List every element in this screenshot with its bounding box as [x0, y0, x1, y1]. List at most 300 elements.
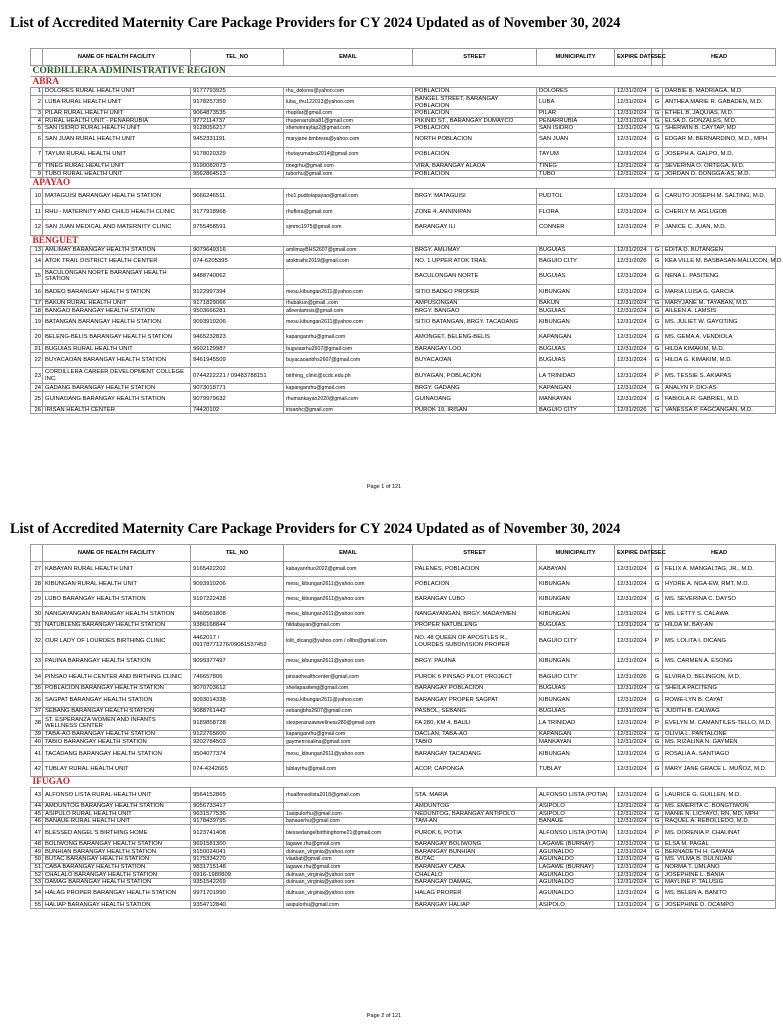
row-number: 9	[31, 170, 43, 177]
head: KEA VILLE M. BASBASAN-MALUCON, M.D.	[663, 254, 776, 268]
municipality: LA TRINIDAD	[537, 368, 615, 384]
email: luba_rhu122013@yahoo.com	[284, 96, 413, 110]
row-number: 16	[31, 284, 43, 299]
tel-no: 9093910206	[191, 577, 284, 592]
province-heading: IFUGAO	[31, 777, 776, 788]
municipality: LA TRINIDAD	[537, 716, 615, 731]
street: POBLACION	[413, 577, 537, 592]
sector: P	[652, 825, 663, 841]
municipality: TUBO	[537, 170, 615, 177]
municipality: TAYUM	[537, 147, 615, 162]
table-row	[31, 863, 776, 871]
table-row	[31, 871, 776, 878]
sector: G	[652, 577, 663, 592]
head: MARY JANE GRACE L. MUÑOZ, M.D.	[663, 762, 776, 777]
facility-name: NANGAYANGAN BARANGAY HEALTH STATION	[43, 607, 191, 622]
municipality: BUGUIAS	[537, 685, 615, 693]
municipality: BUGUIAS	[537, 708, 615, 716]
street: BANGEL STREET, BARANGAY POBLACION	[413, 96, 537, 110]
tel-no: 9190082073	[191, 162, 284, 170]
municipality: ALFONSO LISTA (POTIA)	[537, 788, 615, 803]
head: MS. EMERITA C. BONGTIWON	[663, 803, 776, 810]
street: VIRA, BARANGAY ALAOA	[413, 162, 537, 170]
table-row	[31, 132, 776, 147]
email: rhu1.pudtolapayao@gmail.com	[284, 188, 413, 204]
table-row	[31, 879, 776, 886]
expire-date: 12/31/2024	[615, 88, 652, 96]
sector: G	[652, 886, 663, 901]
facility-name: MATAGUISI BARANGAY HEALTH STATION	[43, 188, 191, 204]
table-row	[31, 125, 776, 132]
table-row	[31, 562, 776, 577]
expire-date: 12/31/2024	[615, 110, 652, 118]
expire-date: 12/31/2024	[615, 607, 652, 622]
street: FA 280, KM 4, BAULI	[413, 716, 537, 731]
municipality: AGUINALDO	[537, 871, 615, 878]
expire-date: 12/31/2024	[615, 762, 652, 777]
providers-table	[30, 48, 783, 414]
table-row	[31, 368, 776, 384]
row-number: 38	[31, 716, 43, 731]
expire-date: 12/31/2024	[615, 577, 652, 592]
municipality: BANAUE	[537, 817, 615, 824]
municipality: LAGAWE (BURNAY)	[537, 863, 615, 871]
row-number: 49	[31, 848, 43, 856]
municipality: BAGUIO CITY	[537, 254, 615, 268]
table-row	[31, 284, 776, 299]
tel-no: 9971701990	[191, 886, 284, 901]
sector: G	[652, 841, 663, 848]
tel-no: 0916-1980809	[191, 871, 284, 878]
tel-no: 9488740062	[191, 268, 284, 284]
email: dulnuan_virginia@yahoo.com	[284, 879, 413, 886]
expire-date: 12/31/2024	[615, 622, 652, 630]
table-row	[31, 268, 776, 284]
tel-no: 074-4242665	[191, 762, 284, 777]
expire-date: 12/31/2024	[615, 118, 652, 125]
head: MS. JULIET W. GAYOTING	[663, 315, 776, 330]
expire-date: 12/31/2024	[615, 246, 652, 254]
street: AMONGET, BELENG-BELIS	[413, 330, 537, 345]
sector: G	[652, 738, 663, 746]
facility-name: AMLIMAY BARANGAY HEALTH STATION	[43, 246, 191, 254]
table-row	[31, 810, 776, 817]
email: blessedangelbirthinghome21@gmail.com	[284, 825, 413, 841]
col-header: NAME OF HEALTH FACILITY	[43, 49, 191, 66]
col-header: HEAD	[663, 49, 776, 66]
tel-no: 9122765600	[191, 731, 284, 738]
expire-date: 12/31/2024	[615, 871, 652, 878]
table-row	[31, 708, 776, 716]
row-number: 25	[31, 392, 43, 407]
facility-name: BUYACAOAN BARANGAY HEALTH STATION	[43, 353, 191, 368]
head: DARBIE B. MADRIAGA, M.D.	[663, 88, 776, 96]
head: OLIVIA L. PANTALONE	[663, 731, 776, 738]
sector: G	[652, 654, 663, 670]
head: ETHEL B. JAQUIAS, M.D.	[663, 110, 776, 118]
head: SHERWIN B. CAYTAP, MD	[663, 125, 776, 132]
head: JOSEPH A. GALPO, M.D.	[663, 147, 776, 162]
row-number: 31	[31, 622, 43, 630]
head: MARYJANE M. TAYABAN, M.D.	[663, 299, 776, 306]
municipality: PILAR	[537, 110, 615, 118]
expire-date: 12/31/2024	[615, 392, 652, 407]
row-number: 39	[31, 731, 43, 738]
head: JORDAN D. DONGGA-AS, M.D.	[663, 170, 776, 177]
col-header: TEL_NO	[191, 49, 284, 66]
providers-table	[30, 544, 776, 909]
head: JUDITH B. CALWAG	[663, 708, 776, 716]
sector: G	[652, 307, 663, 315]
municipality: SAN ISIDRO	[537, 125, 615, 132]
tel-no: 9354712840	[191, 901, 284, 909]
table-row	[31, 299, 776, 306]
expire-date: 12/31/2024	[615, 170, 652, 177]
table-header-row	[31, 545, 776, 562]
table-row	[31, 746, 776, 762]
municipality: KIBUNGAN	[537, 693, 615, 708]
expire-date: 12/31/2024	[615, 810, 652, 817]
sector: G	[652, 204, 663, 219]
page-title: List of Accredited Maternity Care Package Providers for CY 2024 Updated as of November 30, 2024	[10, 521, 621, 537]
row-number: 17	[31, 299, 43, 306]
expire-date: 12/31/2026	[615, 407, 652, 414]
email	[284, 803, 413, 810]
col-header: EXPIRE DATE	[615, 49, 652, 66]
expire-date: 12/31/2024	[615, 863, 652, 871]
street: BARANGAY PROPER SAGPAT	[413, 693, 537, 708]
col-header: SEC	[652, 545, 663, 562]
email: sherwinraytap2@gmail.com	[284, 125, 413, 132]
row-number: 15	[31, 268, 43, 284]
street: BARANGAY DAMAG,	[413, 879, 537, 886]
sector: G	[652, 746, 663, 762]
street: POBLACION	[413, 88, 537, 96]
sector: G	[652, 693, 663, 708]
municipality: AGUINALDO	[537, 886, 615, 901]
row-number: 50	[31, 856, 43, 863]
expire-date: 12/31/2024	[615, 630, 652, 654]
street: PASBOL, SEBANG	[413, 708, 537, 716]
expire-date: 12/31/2024	[615, 708, 652, 716]
street: POBLACION	[413, 110, 537, 118]
expire-date: 12/31/2024	[615, 147, 652, 162]
col-header: STREET	[413, 545, 537, 562]
sector: P	[652, 368, 663, 384]
row-number: 47	[31, 825, 43, 841]
street: SITIO BATANGAN, BRGY. TACADANG	[413, 315, 537, 330]
expire-date: 12/31/2024	[615, 132, 652, 147]
col-header: SEC	[652, 49, 663, 66]
table-row	[31, 848, 776, 856]
head: ELSA M. PAGAL	[663, 841, 776, 848]
col-header: MUNICIPALITY	[537, 49, 615, 66]
tel-no: 9165422202	[191, 562, 284, 577]
sector: G	[652, 817, 663, 824]
expire-date: 12/31/2024	[615, 368, 652, 384]
email: viaabat@gmail.com	[284, 856, 413, 863]
table-row	[31, 630, 776, 654]
table-row	[31, 670, 776, 685]
municipality: KIBUNGAN	[537, 315, 615, 330]
email: rhualfonsolista2018@gmail.com	[284, 788, 413, 803]
sector: G	[652, 562, 663, 577]
email: kapanganrhu@gmail.com	[284, 330, 413, 345]
sector: G	[652, 330, 663, 345]
street: PROPER NATUBLENG	[413, 622, 537, 630]
municipality: KABAYAN	[537, 562, 615, 577]
facility-name: TAYUM RURAL HEALTH UNIT	[43, 147, 191, 162]
facility-name: BLESSED ANGEL'S BIRTHING HOME	[43, 825, 191, 841]
tel-no: 9177918968	[191, 204, 284, 219]
email: mesu.kibungan2611@yahoo.com	[284, 315, 413, 330]
table-row	[31, 246, 776, 254]
table-row	[31, 188, 776, 204]
row-number: 55	[31, 901, 43, 909]
facility-name: BANGAO BARANGAY HEALTH STATION	[43, 307, 191, 315]
head: NENA L. PASITENG	[663, 268, 776, 284]
facility-name: TUBO RURAL HEALTH UNIT	[43, 170, 191, 177]
facility-name: BOLIWONG BARANGAY HEALTH STATION	[43, 841, 191, 848]
expire-date: 12/31/2024	[615, 384, 652, 392]
facility-name: HALIAP BARANGAY HEALTH STATION	[43, 901, 191, 909]
street: BARANGAY LUBO	[413, 592, 537, 607]
province-heading: APAYAO	[31, 177, 776, 188]
municipality: AGUINALDO	[537, 879, 615, 886]
col-header: EXPIRE DATE	[615, 545, 652, 562]
facility-name: IRISAN HEALTH CENTER	[43, 407, 191, 414]
expire-date: 12/31/2024	[615, 284, 652, 299]
tel-no: 9772114737	[191, 118, 284, 125]
province-heading-row	[31, 777, 776, 788]
sector: G	[652, 125, 663, 132]
expire-date: 12/31/2024	[615, 219, 652, 235]
street: NO. 1 UPPER ATOK TRAIL	[413, 254, 537, 268]
head: ELSA D. GONZALES, M.D.	[663, 118, 776, 125]
street: GUINAOANG	[413, 392, 537, 407]
table-row	[31, 307, 776, 315]
email: lolit_dicang@yahoo.com / ollbo@gmail.com	[284, 630, 413, 654]
expire-date: 12/31/2026	[615, 254, 652, 268]
head: MS. LETTY S. CALAWA	[663, 607, 776, 622]
row-number: 28	[31, 577, 43, 592]
tel-no: 9178257359	[191, 96, 284, 110]
street: BARANGAY HALIAP	[413, 901, 537, 909]
sector: G	[652, 879, 663, 886]
facility-name: PINSAO HEALTH CENTER AND BIRTHING CLINIC	[43, 670, 191, 685]
head: ANALYN P. DIO-AS	[663, 384, 776, 392]
facility-name: POBLACION BARANGAY HEALTH STATION	[43, 685, 191, 693]
province-heading: ABRA	[31, 77, 776, 88]
table-row	[31, 803, 776, 810]
facility-name: TABIO BARANGAY HEALTH STATION	[43, 738, 191, 746]
street: POBLACION	[413, 147, 537, 162]
row-number: 20	[31, 330, 43, 345]
facility-name: RHU - MATERNITY AND CHILD HEALTH CLINIC	[43, 204, 191, 219]
email: mesu_kibungan2611@yahoo.com	[284, 746, 413, 762]
municipality: FLORA	[537, 204, 615, 219]
expire-date: 12/31/2024	[615, 307, 652, 315]
municipality: LAGAWE (BURNAY)	[537, 841, 615, 848]
expire-date: 12/31/2024	[615, 825, 652, 841]
email: rhupilar@gmail.com	[284, 110, 413, 118]
municipality: KIBUNGAN	[537, 607, 615, 622]
street: BUYACAOAN	[413, 353, 537, 368]
tel-no: 9465232823	[191, 330, 284, 345]
head: MS. SEVERINA C. DAYSO	[663, 592, 776, 607]
page-footer: Page 1 of 121	[366, 484, 402, 490]
table-row	[31, 345, 776, 353]
region-heading: CORDILLERA ADMINISTRATIVE REGION	[31, 66, 776, 77]
facility-name: LUBA RURAL HEALTH UNIT	[43, 96, 191, 110]
table-row	[31, 407, 776, 414]
sector: G	[652, 170, 663, 177]
expire-date: 12/31/2024	[615, 204, 652, 219]
street: BARANGAY BOLIWONG	[413, 841, 537, 848]
page-title: List of Accredited Maternity Care Package Providers for CY 2024 Updated as of November 30, 2024	[10, 15, 621, 31]
street: PUROK 6, POTIA	[413, 825, 537, 841]
email: mesu.kibungan2611@yahoo.com	[284, 284, 413, 299]
facility-name: HALAG PROPER BARANGAY HEALTH STATION	[43, 886, 191, 901]
head: HILDA KIMAKIM, M.D.	[663, 345, 776, 353]
email: kabayanrhuo2022@gmail.com	[284, 562, 413, 577]
municipality: KAPANGAN	[537, 731, 615, 738]
facility-name: TINEG RURAL HEALTH UNIT	[43, 162, 191, 170]
table-row	[31, 654, 776, 670]
facility-name: BACULONGAN NORTE BARANGAY HEALTH STATION	[43, 268, 191, 284]
municipality: DOLORES	[537, 88, 615, 96]
municipality: SAN JUAN	[537, 132, 615, 147]
head: MS. DORENIA P. CHALINAT	[663, 825, 776, 841]
row-number: 30	[31, 607, 43, 622]
facility-name: PAUINA BARANGAY HEALTH STATION	[43, 654, 191, 670]
municipality: KIBUNGAN	[537, 577, 615, 592]
expire-date: 12/31/2024	[615, 592, 652, 607]
tel-no: 9564152865	[191, 788, 284, 803]
municipality: CONNER	[537, 219, 615, 235]
email: rhumankayan2020@gmail.com	[284, 392, 413, 407]
email: mesu_kibungan2611@yahoo.com	[284, 592, 413, 607]
street: BACULONGAN NORTE	[413, 268, 537, 284]
email	[284, 268, 413, 284]
row-number: 43	[31, 788, 43, 803]
tel-no: 9831715148	[191, 863, 284, 871]
table-row	[31, 817, 776, 824]
region-heading-row	[31, 66, 776, 77]
sector: G	[652, 162, 663, 170]
row-number: 40	[31, 738, 43, 746]
sector: G	[652, 863, 663, 871]
street: BARANGAY ILI	[413, 219, 537, 235]
tel-no: 9079979632	[191, 392, 284, 407]
street: BARANGAY TACADANG	[413, 746, 537, 762]
expire-date: 12/31/2024	[615, 746, 652, 762]
expire-date: 12/31/2024	[615, 562, 652, 577]
sector: G	[652, 254, 663, 268]
municipality: MANKAYAN	[537, 392, 615, 407]
email: birthing_clinic@ccdc.edu.ph	[284, 368, 413, 384]
facility-name: ATOK TRAIL DISTRICT HEALTH CENTER	[43, 254, 191, 268]
email: stesperanzawwellness280@gmail.com	[284, 716, 413, 731]
tel-no: 9755458591	[191, 219, 284, 235]
sector: G	[652, 188, 663, 204]
expire-date: 12/31/2024	[615, 803, 652, 810]
email: sebangbhs2607@gmail.com	[284, 708, 413, 716]
sector: G	[652, 407, 663, 414]
tel-no: 74420102	[191, 407, 284, 414]
sector: G	[652, 268, 663, 284]
head: ROWE-LYN B. CAYAT	[663, 693, 776, 708]
sector: G	[652, 708, 663, 716]
email: rhupenarrubia81@gmail.com	[284, 118, 413, 125]
sector: G	[652, 607, 663, 622]
province-heading: BENGUET	[31, 235, 776, 246]
email: tinegrhu@gmail.com	[284, 162, 413, 170]
tel-no: 9666246511	[191, 188, 284, 204]
email: sjmmc1975@gmail.com	[284, 219, 413, 235]
head: ANTHEA MARIE R. GABADEN, M.D.	[663, 96, 776, 110]
tel-no: 9178020329	[191, 147, 284, 162]
expire-date: 12/31/2024	[615, 353, 652, 368]
tel-no: 9122997394	[191, 284, 284, 299]
tel-no: 9178439795	[191, 817, 284, 824]
table-row	[31, 88, 776, 96]
facility-name: BUNHIAN BARANGAY HEALTH STATION	[43, 848, 191, 856]
municipality: BUGUIAS	[537, 307, 615, 315]
email: amlimayBHS2607@gmail.com	[284, 246, 413, 254]
row-number: 24	[31, 384, 43, 392]
facility-name: TABA-AO BARANGAY HEALTH STATION	[43, 731, 191, 738]
municipality: PUDTOL	[537, 188, 615, 204]
head: SHEILA PACITENG	[663, 685, 776, 693]
facility-name: PILAR RURAL HEALTH UNIT	[43, 110, 191, 118]
row-number: 3	[31, 110, 43, 118]
email: hildabayan@gmail.com	[284, 622, 413, 630]
street: BUYAGAN, POBLACION	[413, 368, 537, 384]
tel-no: 9093014338	[191, 693, 284, 708]
tel-no: 9056733417	[191, 803, 284, 810]
sector: G	[652, 246, 663, 254]
expire-date: 12/31/2024	[615, 299, 652, 306]
facility-name: SAN JUAN RURAL HEALTH UNIT	[43, 132, 191, 147]
street: STA. MARIA	[413, 788, 537, 803]
col-header: TEL_NO	[191, 545, 284, 562]
expire-date: 12/31/2024	[615, 96, 652, 110]
sector: G	[652, 856, 663, 863]
facility-name: BADEO BARANGAY HEALTH STATION	[43, 284, 191, 299]
head: CHERLY M. AGLUGOB	[663, 204, 776, 219]
row-number: 45	[31, 810, 43, 817]
street: CHALALO	[413, 871, 537, 878]
municipality: ASIPOLO	[537, 901, 615, 909]
tel-no: 9452331191	[191, 132, 284, 147]
sector: G	[652, 284, 663, 299]
municipality: KIBUNGAN	[537, 592, 615, 607]
street: BRGY. PAUINA	[413, 654, 537, 670]
facility-name: NATUBLENG BARANGAY HEALTH STATION	[43, 622, 191, 630]
facility-name: LUBO BARANGAY HEALTH STATION	[43, 592, 191, 607]
facility-name: SAN JUAN MEDICAL AND MATERNITY CLINIC	[43, 219, 191, 235]
head: MAYLINE P. TALUSIG	[663, 879, 776, 886]
email: lagawe.rhu@gmail.com	[284, 841, 413, 848]
tel-no: 746657806	[191, 670, 284, 685]
tel-no: 9175334270	[191, 856, 284, 863]
head: MS. VILMA B. DULNUAN	[663, 856, 776, 863]
row-number: 10	[31, 188, 43, 204]
expire-date: 12/31/2024	[615, 848, 652, 856]
facility-name: CABA BARANGAY HEALTH STATION	[43, 863, 191, 871]
head: EDGAR M. BERNARDINO, M.D., MPH	[663, 132, 776, 147]
